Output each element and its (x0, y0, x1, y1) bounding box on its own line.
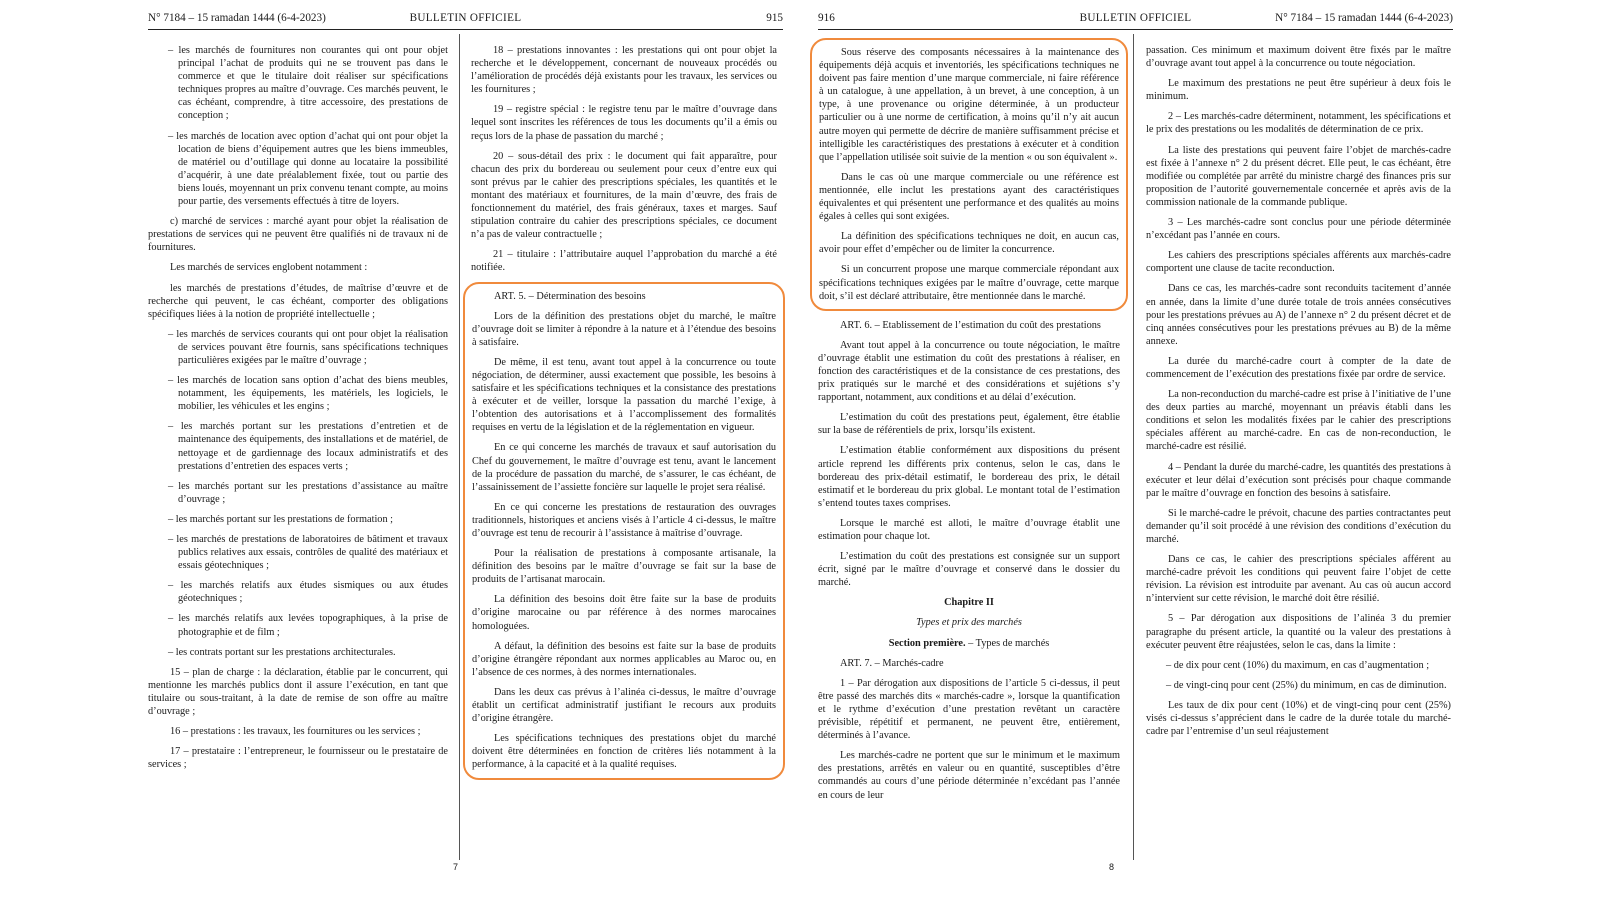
column-divider (459, 34, 460, 860)
left-column-2 (471, 44, 777, 788)
paragraph: La non-reconduction du marché-cadre est prise à l’initiative de l’une des deux parties au marché, moyennant un préavis établi dans les conditions et selon les modalités fixées par le cahier des prescriptions spéciales afférent au marché-cadre. En cas de non-reconduction, le marché-cadre est résilié. (1146, 389, 1451, 453)
paragraph: La définition des besoins doit être faite sur la base de produits d’origine marocaine ou par référence à des normes marocaines homologuées. (472, 594, 776, 632)
paragraph: – les marchés relatifs aux études sismiques ou aux études géotechniques ; (168, 580, 448, 605)
paragraph: Si le marché-cadre le prévoit, chacune des parties contractantes peut demander qu’il soit procédé à une révision des conditions d’exécution du marché. (1146, 507, 1451, 545)
right-column-1 (818, 44, 1120, 809)
paragraph: Si un concurrent propose une marque commerciale répondant aux spécifications techniques exigées par le maître d’ouvrage, cette marque doit, s’il est déclaré attributaire, être mentionnée dans le marché. (819, 264, 1119, 302)
article-6-heading (818, 319, 1120, 332)
spec-highlight-box (810, 38, 1128, 311)
paragraph: – les marchés portant sur les prestations d’assistance au maître d’ouvrage ; (168, 480, 448, 505)
right-page (818, 0, 1453, 900)
paragraph: les marchés de prestations d’études, de maîtrise d’œuvre et de recherche qui peuvent, le cas échéant, comporter des obligations spécifiques liées à la notion de propriété intellectuelle ; (148, 282, 448, 320)
paragraph: Les marchés de services englobent notamment : (170, 262, 368, 274)
article-label: ART. 6. (840, 319, 873, 331)
paragraph: La liste des prestations qui peuvent faire l’objet de marchés-cadre est fixée à l’annexe n° 2 du présent décret. Elle peut, le cas échéant, être modifiée ou complétée par arrêté du ministre chargé des finances pris sur proposition de l’autorité gouvernementale concernée et après avis de la commission nationale de la commande publique. (1146, 144, 1451, 208)
paragraph: L’estimation du coût des prestations peut, également, être établie sur la base de référentiels de prix, lorsqu’ils existent. (818, 412, 1120, 437)
paragraph: 20 – sous-détail des prix : le document qui fait apparaître, pour chacun des prix du bordereau ou seulement pour ceux d’entre eux qui sont prévus par le cahier des prescriptions spéciales, les quantités et le montant des matériaux et fournitures, de la main d’œuvre, des frais de fonctionnement du matériel, des frais généraux, taxes et marges. Sauf stipulation contraire du cahier des prescriptions spéciales, ce document n’a pas de valeur contractuelle ; (471, 150, 777, 241)
paragraph: A défaut, la définition des besoins est faite sur la base de produits d’origine étrangère répondant aux normes applicables au Maroc ou, en l’absence de ces normes, à des normes internationales. (472, 640, 776, 678)
left-page-header (148, 12, 783, 28)
paragraph: La définition des spécifications techniques ne doit, en aucun cas, avoir pour effet d’empêcher ou de limiter la concurrence. (819, 231, 1119, 256)
paragraph: 16 – prestations : les travaux, les fournitures ou les services ; (170, 726, 421, 738)
paragraph: – les marchés de prestations de laboratoires de bâtiment et travaux publics relatives aux essais, contrôles de qualité des matériaux et essais géotechniques ; (168, 534, 448, 572)
paragraph: Les cahiers des prescriptions spéciales afférents aux marchés-cadre comportent une clause de tacite reconduction. (1146, 250, 1451, 275)
article-5-heading (472, 290, 776, 303)
article-title: – Détermination des besoins (526, 290, 646, 302)
left-page (148, 0, 783, 900)
paragraph: Les spécifications techniques des prestations objet du marché doivent être déterminées en fonction de critères liés notamment à la performance, à la capacité et à la qualité requises. (472, 733, 776, 771)
paragraph: 5 – Par dérogation aux dispositions de l’alinéa 3 du premier paragraphe du présent article, la quantité ou la valeur des prestations à exécuter peuvent être réajustées, selon le cas, dans la limite : (1146, 613, 1451, 651)
paragraph: La durée du marché-cadre court à compter de la date de commencement de l’exécution des prestations fixée par ordre de service. (1146, 355, 1451, 380)
paragraph: En ce qui concerne les marchés de travaux et sauf autorisation du Chef du gouvernement, le maître d’ouvrage est tenu, avant le lancement de la procédure de passation du marché, de s’assurer, le cas échéant, de l’assainissement de l’assiette foncière sur laquelle le projet sera réalisé. (472, 442, 776, 493)
paragraph: 17 – prestataire : l’entrepreneur, le fournisseur ou le prestataire de services ; (148, 746, 448, 771)
article-label: ART. 5. (494, 290, 527, 302)
paragraph: 1 – Par dérogation aux dispositions de l’article 5 ci-dessus, il peut être passé des marchés dits « marchés-cadre », lorsque la quantification et le rythme d’exécution d’une prestation revêtant un caractère prévisible, répétitif et permanent, ne peuvent être, entièrement, déterminés à l’avance. (818, 677, 1120, 742)
paragraph: 2 – Les marchés-cadre déterminent, notamment, les spécifications et le prix des prestations ou les modalités de détermination de ce prix. (1146, 111, 1451, 136)
header-rule (148, 29, 783, 30)
paragraph: Sous réserve des composants nécessaires à la maintenance des équipements déjà acquis et inventoriés, les spécifications techniques ne doivent pas faire mention d’une marque commerciale, ni faire référence à un catalogue, à une appellation, à un brevet, à une conception, à un type, à une provenance ou origine déterminée, à un producteur particulier ou à une norme de certification, à moins qu’il n’y ait aucun autre moyen qui permette de décrire de manière suffisamment précise et intelligible les caractéristiques des prestations à exécuter et à condition que l’appellation utilisée soit suivie de la mention « ou son équivalent ». (819, 47, 1119, 163)
section-label: Section première. (888, 637, 966, 649)
article-title: – Marchés-cadre (872, 657, 944, 669)
paragraph: Lors de la définition des prestations objet du marché, le maître d’ouvrage doit se limiter à répondre à la nature et à l’étendue des besoins à satisfaire. (472, 310, 776, 348)
paragraph: 21 – titulaire : l’attributaire auquel l’approbation du marché a été notifiée. (471, 249, 777, 274)
paragraph: 3 – Les marchés-cadre sont conclus pour une période déterminée n’excédant pas l’année en cours. (1146, 217, 1451, 242)
issue-number: N° 7184 – 15 ramadan 1444 (6-4-2023) (148, 12, 326, 24)
right-page-header (818, 12, 1453, 28)
paragraph: Dans les deux cas prévus à l’alinéa ci-dessus, le maître d’ouvrage établit un certificat administratif justifiant le recours aux produits d’origine étrangère. (472, 686, 776, 725)
issue-number: N° 7184 – 15 ramadan 1444 (6-4-2023) (1275, 12, 1453, 24)
paragraph: Dans ce cas, les marchés-cadre sont reconduits tacitement d’année en année, dans la limite d’une durée totale de trois années consécutives pour les prestations prévues au A) de l’annexe n° 2 du présent décret et de cinq années consécutives pour les prestations prévues au B) de la même annexe. (1146, 283, 1451, 347)
paragraph: Les marchés-cadre ne portent que sur le minimum et le maximum des prestations, arrêtés en valeur ou en quantité, susceptibles d’être commandés au cours d’une période déterminée n’excédant pas l’année en cours de leur (818, 750, 1120, 801)
paragraph: – les contrats portant sur les prestations architecturales. (168, 646, 396, 658)
page-number-top: 916 (818, 12, 835, 24)
paragraph: – les marchés de fournitures non courantes qui ont pour objet principal l’achat de produits qui ne se trouvent pas dans le commerce et que le titulaire doit réaliser sur spécifications techniques propres au maître d’ouvrage. Ces marchés peuvent, le cas échéant, comprendre, à titre accessoire, des prestations de conception ; (168, 45, 448, 122)
right-column-2 (1146, 44, 1451, 745)
paragraph: Le maximum des prestations ne peut être supérieur à deux fois le minimum. (1146, 78, 1451, 103)
paragraph: L’estimation établie conformément aux dispositions du présent article reprend les différents prix contenus, selon le cas, dans le bordereau des prix-détail estimatif, le bordereau des prix, le détail estimatif et le bordereau du prix global. Le montant total de l’estimation s’entend toutes taxes comprises. (818, 445, 1120, 509)
paragraph: 19 – registre spécial : le registre tenu par le maître d’ouvrage dans lequel sont inscrites les références de tous les documents qu’il a émis ou reçus lors de la phase de passation du marché ; (471, 104, 777, 142)
paragraph: Dans le cas où une marque commerciale ou une référence est mentionnée, elle inclut les prestations ayant des caractéristiques équivalentes et qui présentent une performance et des qualités au moins égales à celles qui sont exigées. (819, 171, 1119, 223)
paragraph: Pour la réalisation de prestations à composante artisanale, la définition des besoins par le maître d’ouvrage se fait sur la base de produits de l’artisanat marocain. (472, 548, 776, 586)
paragraph: 18 – prestations innovantes : les prestations qui ont pour objet la recherche et le développement, concernant de nouveaux procédés ou l’amélioration de procédés déjà existants pour les travaux, les services ou les fournitures ; (471, 45, 777, 96)
article-5-highlight-box (463, 282, 785, 780)
paragraph: – de vingt-cinq pour cent (25%) du minimum, en cas de diminution. (1166, 679, 1447, 691)
journal-title: BULLETIN OFFICIEL (1079, 12, 1192, 24)
page-footer-number: 7 (453, 862, 459, 872)
column-divider (1133, 34, 1134, 860)
page-footer-number: 8 (1109, 862, 1115, 872)
paragraph: 15 – plan de charge : la déclaration, établie par le concurrent, qui mentionne les marchés publics dont il assure l’exécution, en tant que titulaire ou sous-traitant, à la date de remise de son offre au maître d’ouvrage ; (148, 666, 448, 718)
paragraph: L’estimation du coût des prestations est consignée sur un support écrit, signé par le maître d’ouvrage et conservé dans le dossier du marché. (818, 551, 1120, 589)
section-title: – Types de marchés (965, 637, 1050, 649)
left-column-1 (148, 44, 448, 778)
paragraph: – les marchés portant sur les prestations de formation ; (168, 513, 394, 525)
paragraph: En ce qui concerne les prestations de restauration des ouvrages traditionnels, historiques et anciens visés à l’article 4 ci-dessus, le maître d’ouvrage est tenu de recourir à l’assistance à maîtrise d’ouvrage. (472, 501, 776, 539)
paragraph: Lorsque le marché est alloti, le maître d’ouvrage établit une estimation pour chaque lot. (818, 517, 1120, 542)
section-heading (818, 637, 1120, 650)
chapter-heading: Chapitre II (944, 597, 994, 609)
paragraph: Dans ce cas, le cahier des prescriptions spéciales afférent au marché-cadre prévoit les conditions qui peuvent faire l’objet de cette révision. La révision est introduite par avenant. Au cas où aucun accord n’intervient sur cette révision, le marché doit être résilié. (1146, 554, 1451, 605)
article-7-heading (818, 657, 1120, 670)
paragraph: c) marché de services : marché ayant pour objet la réalisation de prestations de services qui ne peuvent être qualifiés ni de travaux ni de fournitures. (148, 216, 448, 254)
paragraph: – de dix pour cent (10%) du maximum, en cas d’augmentation ; (1166, 659, 1430, 671)
paragraph: passation. Ces minimum et maximum doivent être fixés par le maître d’ouvrage avant tout appel à la concurrence ou toute négociation. (1146, 45, 1451, 70)
paragraph: 4 – Pendant la durée du marché-cadre, les quantités des prestations à exécuter et leur délai d’exécution sont précisés pour chaque commande par le maître d’ouvrage en fonction des besoins à satisfaire. (1146, 461, 1451, 499)
journal-title: BULLETIN OFFICIEL (409, 12, 522, 24)
paragraph: – les marchés de location sans option d’achat des biens meubles, notamment, les équipements, les matériels, les logiciels, le mobilier, les véhicules et les engins ; (168, 375, 448, 413)
paragraph: – les marchés portant sur les prestations d’entretien et de maintenance des équipements, des installations et de matériel, de nettoyage et de gardiennage des locaux administratifs et des prestations d’entretien des espaces verts ; (168, 421, 448, 472)
paragraph: Les taux de dix pour cent (10%) et de vingt-cinq pour cent (25%) visés ci-dessus s’apprécient dans le cadre de la durée totale du marché-cadre par l’entremise d’un seul réajustement (1146, 699, 1451, 738)
article-title: – Etablissement de l’estimation du coût des prestations (872, 319, 1101, 331)
header-rule (818, 29, 1453, 30)
paragraph: – les marchés de services courants qui ont pour objet la réalisation de services pouvant être fournis, sans spécifications techniques particulières exigées par le maître d’ouvrage ; (168, 328, 448, 366)
paragraph: – les marchés relatifs aux levées topographiques, à la prise de photographie et de film ; (168, 613, 448, 638)
chapter-subtitle: Types et prix des marchés (916, 617, 1022, 629)
page-number-top: 915 (766, 12, 783, 24)
paragraph: De même, il est tenu, avant tout appel à la concurrence ou toute négociation, de déterminer, aussi exactement que possible, les besoins à satisfaire et les spécifications techniques et la consistance des prestations à exécuter et de veiller, lorsque la passation du marché l’exige, à l’obtention des autorisations et à l’accomplissement des formalités requises en vertu de la législation et de la réglementation en vigueur. (472, 356, 776, 434)
paragraph: – les marchés de location avec option d’achat qui ont pour objet la location de biens d’équipement autres que les biens immeubles, de matériel ou d’outillage qui donne au locataire la possibilité d’acquérir, à une date préalablement fixée, tout ou partie des biens loués, moyennant un prix convenu tenant compte, au moins pour partie, des versements effectués à titre de loyers. (168, 130, 448, 208)
article-label: ART. 7. (840, 657, 873, 669)
paragraph: Avant tout appel à la concurrence ou toute négociation, le maître d’ouvrage établit une estimation du coût des prestations à réaliser, en fonction des caractéristiques et de la consistance de ces prestations, des prix pratiqués sur le marché et des considérations et sujétions s’y rapportant, notamment, aux conditions et au délai d’exécution. (818, 339, 1120, 404)
